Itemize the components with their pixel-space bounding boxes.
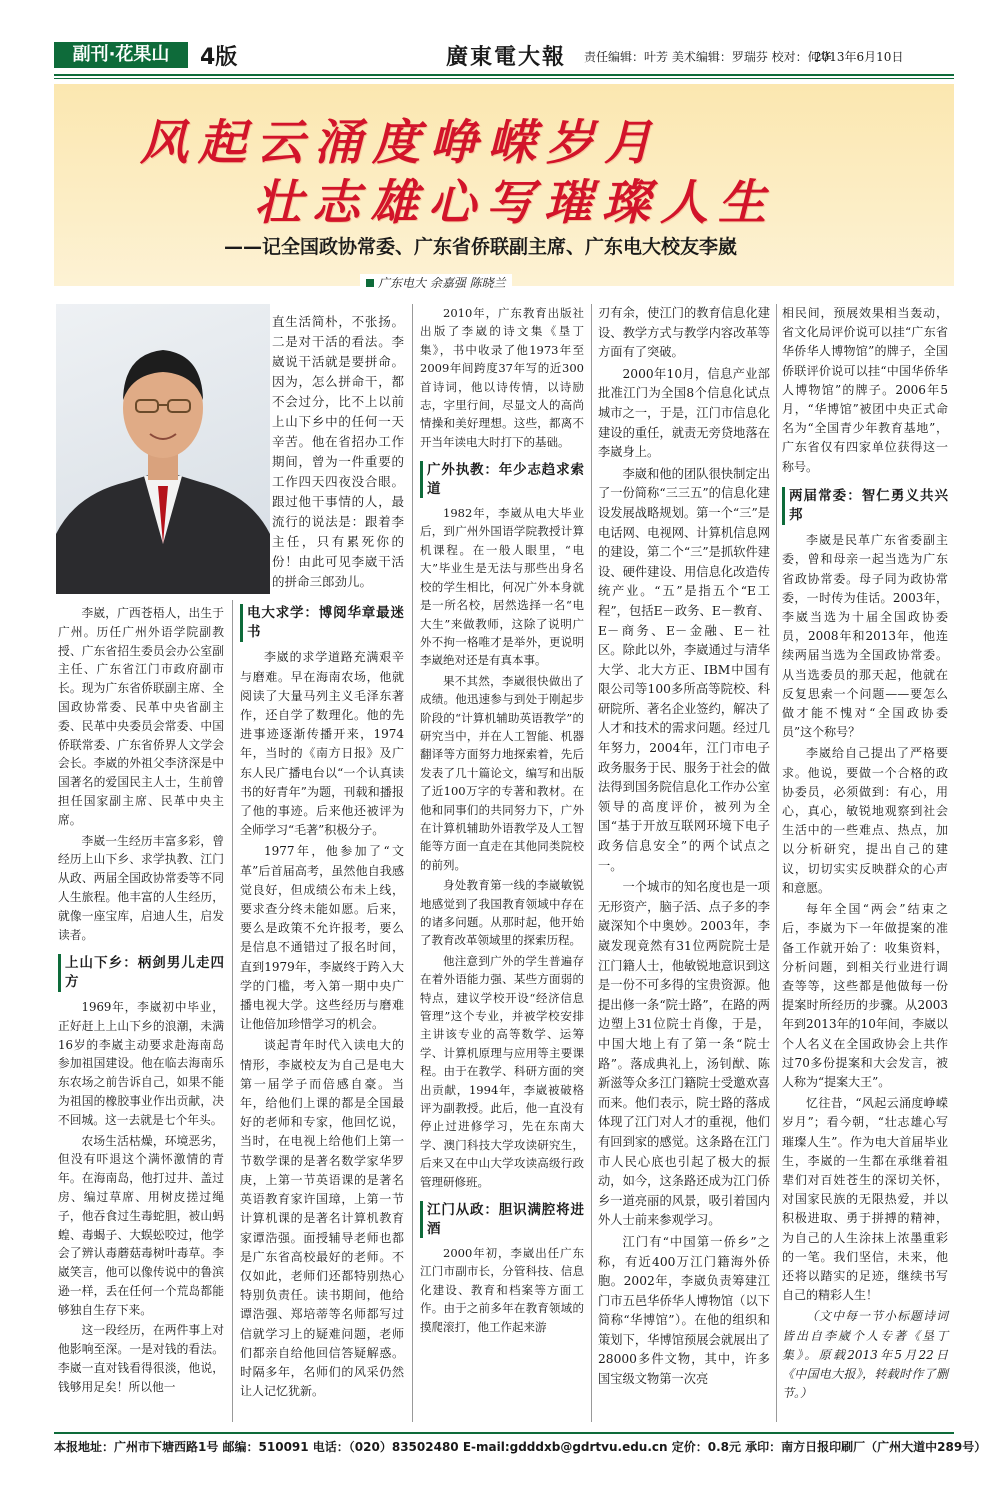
paragraph: 相民间，预展效果相当轰动，省文化局评价说可以挂“广东省华侨华人博物馆”的牌子，全国侨联评价说可以挂“中国华侨华人博物馆”的牌子。2006年5月，“华博馆”被团中央正式命名为“全国青少年教育基地”，广东省仅有四家单位获得这一称号。 (782, 306, 948, 474)
paragraph: 身处教育第一线的李崴敏锐地感觉到了我国教育领域中存在的诸多问题。从那时起，他开始了教育改革领域里的探索历程。 (420, 878, 584, 948)
issue-date: 2013年6月10日 (814, 50, 904, 64)
section-name: 副刊·花果山 (54, 42, 188, 68)
byline (360, 274, 512, 291)
paragraph: 江门有“中国第一侨乡”之称，有近400万江门籍海外侨胞。2002年，李崴负责筹建江门市五邑华侨华人博物馆（以下简称“华博馆”）。在他的组织和策划下，华博馆预展会就展出了28000多件文物，其中，许多国宝级文物第一次亮 (598, 1234, 770, 1387)
column-divider (591, 304, 592, 1422)
column-divider (232, 600, 233, 1422)
newspaper-name: 廣東電大報 (446, 44, 567, 70)
section-heading: 两届常委：智仁勇义共兴邦 (782, 487, 948, 525)
page-number: 4版 (200, 45, 238, 70)
paragraph: 1969年，李崴初中毕业，正好赶上上山下乡的浪潮，未满16岁的李崴主动要求赴海南岛参加祖国建设。他在临去海南乐东农场之前告诉自己，如果不能为祖国的橡胶事业作出贡献，决不回城。这一去就是七个年头。 (58, 999, 224, 1127)
article-column-1 (58, 604, 224, 1399)
section-heading: 电大求学：博阅华章最迷书 (240, 604, 404, 642)
paragraph: 李崴，广西苍梧人，出生于广州。历任广州外语学院副教授、广东省招生委员会办公室副主任、广东省江门市政府副市长。现为广东省侨联副主席、全国政协常委、民革中央省副主委、民革中央委员会常委、中国侨联常委、广东省侨界人文学会会长。李崴的外祖父李济深是中国著名的爱国民主人士，生前曾担任国家副主席、民革中央主席。 (58, 606, 224, 827)
header-divider (54, 74, 954, 76)
section-heading: 江门从政：胆识满腔将进酒 (420, 1201, 584, 1238)
portrait-photo (56, 304, 270, 594)
article-column-1-top (272, 312, 404, 594)
article-column-5 (782, 304, 948, 1405)
paragraph: 刃有余，使江门的教育信息化建设、教学方式与教学内容改革等方面有了突破。 (598, 306, 770, 360)
masthead (54, 40, 954, 74)
paragraph: 李崴的求学道路充满艰辛与磨难。早在海南农场，他就阅读了大量马列主义毛泽东著作，还自学了数理化。他的先进事迹逐渐传播开来，1974年，当时的《南方日报》及广东人民广播电台以“一个认真读书的好青年”为题，刊载和播报了他的事迹。后来他还被评为全师学习“毛著”积极分子。 (240, 650, 404, 838)
article-column-4 (598, 304, 770, 1392)
article-column-2 (240, 604, 404, 1403)
subheadline: ——记全国政协常委、广东省侨联副主席、广东电大校友李崴 (224, 236, 738, 258)
publisher-footer: 本报地址：广州市下塘西路1号 邮编：510091 电话：（020）83502480 E-mail:gdddxb@gdrtvu.edu.cn 定价：0.8元 承印：南方日报印刷厂（广州大道中289号） (54, 1440, 987, 1454)
portrait-icon (56, 304, 270, 594)
paragraph: 李崴给自己提出了严格要求。他说，要做一个合格的政协委员，必须做到：有心，用心，真心，敏锐地观察到社会生活中的一些难点、热点，加以分析研究，提出自己的建议，切切实实反映群众的心声和意愿。 (782, 746, 948, 895)
paragraph: 一个城市的知名度也是一项无形资产，脑子活、点子多的李崴深知个中奥妙。2003年，李崴发现竟然有31位两院院士是江门籍人士，他敏锐地意识到这是一份不可多得的宝贵资源。他提出修一条“院士路”，在路的两边塑上31位院士肖像，于是，中国大地上有了第一条“院士路”。落成典礼上，汤钊猷、陈新滋等众多江门籍院士受邀欢喜而来。他们表示，院士路的落成体现了江门对人才的重视，他们有回到家的感觉。这条路在江门市人民心底也引起了极大的振动，如今，这条路还成为江门侨乡一道亮丽的风景，吸引着国内外人士前来参观学习。 (598, 880, 770, 1228)
square-bullet-icon (366, 279, 374, 287)
paragraph: 谈起青年时代入读电大的情形，李崴校友为自己是电大第一届学子而倍感自豪。当年，给他们上课的都是全国最好的老师和专家，他回忆说，当时，在电视上给他们上第一节数学课的是著名数学家华罗庚，上第一节英语课的是著名英语教育家许国璋，上第一节计算机课的是著名计算机教育家谭浩强。面授辅导老师也都是广东省高校最好的老师。不仅如此，老师们还都特别热心特别负责任。读书期间，他给谭浩强、郑培蒂等名师都写过信就学习上的疑难问题，老师们都亲自给他回信答疑解惑。时隔多年，名师们的风采仍然让人记忆犹新。 (240, 1038, 404, 1399)
paragraph: 2010年，广东教育出版社出版了李崴的诗文集《垦丁集》，书中收录了他1973年至2009年间跨度37年写的近300首诗词，他以诗传情，以诗励志，字里行间，尽显文人的高尚情操和美好理想。这些，都离不开当年读电大时打下的基础。 (420, 306, 584, 449)
column-divider (776, 304, 777, 1422)
paragraph: 他注意到广外的学生普遍存在着外语能力强、某些方面弱的特点，建议学校开设“经济信息管理”这个专业，并被学校安排主讲该专业的高等数学、运筹学、计算机原理与应用等主要课程。由于在教学、科研方面的突出贡献，1994年，李崴被破格评为副教授。此后，他一直没有停止过进修学习，先在东南大学、澳门科技大学攻读研究生，后来又在中山大学攻读高级行政管理研修班。 (420, 953, 584, 1189)
paragraph: 1977年，他参加了“文革”后首届高考，虽然他自我感觉良好，但成绩公布未上线，要求查分终未能如愿。后来，要么是政策不允许报考，要么是信息不通错过了报名时间，直到1979年，李崴终于跨入大学的门槛，考入第一期中央广播电视大学。这些经历与磨难让他倍加珍惜学习的机会。 (240, 844, 404, 1032)
byline-authors: 广东电大 余嘉强 陈晓兰 (378, 276, 506, 290)
paragraph: 李崴一生经历丰富多彩，曾经历上山下乡、求学执教、江门从政、两届全国政协常委等不同人生旅程。他丰富的人生经历，就像一座宝库，启迪人生，启发读者。 (58, 833, 224, 942)
paragraph: 李崴是民革广东省委副主委，曾和母亲一起当选为广东省政协常委。母子同为政协常委，一时传为佳话。2003年，李崴当选为十届全国政协委员，2008年和2013年，他连续两届当选为全国政协常委。从当选委员的那天起，他就在反复思索一个问题——要怎么做才能不愧对“全国政协委员”这个称号？ (782, 533, 948, 740)
headline-banner (54, 84, 954, 286)
paragraph: 农场生活枯燥，环境恶劣，但没有吓退这个满怀激情的青年。在海南岛，他打过井、盖过房、编过草席、用树皮搓过绳子，他吞食过生毒蛇胆，被山蚂蝗、毒蝎子、大蜈蚣咬过，他学会了辨认毒蘑菇毒树叶毒草。李崴笑言，他可以像传说中的鲁滨逊一样，丢在任何一个荒岛都能够独自生存下来。 (58, 1133, 224, 1317)
paragraph: 2000年10月，信息产业部批准江门为全国8个信息化试点城市之一，于是，江门市信息化建设的重任，就责无旁贷地落在李崴身上。 (598, 366, 770, 460)
headline-line-2: 壮志雄心写璀璨人生 (254, 175, 777, 231)
paragraph: 每年全国“两会”结束之后，李崴为下一年做提案的准备工作就开始了：收集资料，分析问题，到相关行业进行调查等等，这些都是他做每一份提案时所经历的步骤。从2003年到2013年的10年间，李崴以个人名义在全国政协会上共作过70多份提案和大会发言，被人称为“提案大王”。 (782, 902, 948, 1089)
editor-note: （文中每一节小标题诗词皆出自李崴个人专著《垦丁集》。原载2013年5月22日《中国电大报》，转载时作了删节。） (782, 1309, 948, 1401)
paragraph: 2000年初，李崴出任广东江门市副市长，分管科技、信息化建设、教育和档案等方面工作。由于之前多年在教育领域的摸爬滚打，他工作起来游 (420, 1245, 584, 1334)
paragraph: 直生活简朴，不张扬。二是对干活的看法。李崴说干活就是要拼命。因为，怎么拼命干，都不会过分，比不上以前上山下乡中的任何一天辛苦。他在省招办工作期间，曾为一件重要的工作四天四夜没合眼。跟过他干事情的人，最流行的说法是：跟着李主任，只有累死你的份！由此可见李崴干活的拼命三郎劲儿。 (272, 314, 404, 589)
paragraph: 果不其然，李崴很快做出了成绩。他迅速参与到处于刚起步阶段的“计算机辅助英语教学”的研究当中，并在人工智能、机器翻译等方面努力地探索着，先后发表了几十篇论文，编写和出版了近100万字的专著和教材。在他和同事们的共同努力下，广外在计算机辅助外语教学及人工智能等方面一直走在其他同类院校的前列。 (420, 673, 584, 872)
article-column-3 (420, 304, 584, 1338)
paragraph: 这一段经历，在两件事上对他影响至深。一是对钱的看法。李崴一直对钱看得很淡，他说，钱够用足矣！所以他一 (58, 1323, 224, 1394)
header-divider-thin (54, 78, 954, 79)
headline-line-1: 风起云涌度峥嵘岁月 (140, 115, 663, 171)
paragraph: 李崴和他的团队很快制定出了一份简称“三三五”的信息化建设发展战略规划。第一个“三”是电话网、电视网、计算机信息网的建设，第二个“三”是抓软件建设、硬件建设、用信息化改造传统产业。“五”是指五个“E工程”，包括E－政务、E－教育、E－商务、E－金融、E－社区。除此以外，李崴通过与清华大学、北大方正、IBM中国有限公司等100多所高等院校、科研院所、著名企业签约，解决了人才和技术的需求问题。经过几年努力，2004年，江门市电子政务服务于民、服务于社会的做法得到国务院信息化工作办公室领导的高度评价，被列为全国“基于开放互联网环境下电子政务信息安全”的两个试点之一。 (598, 466, 770, 873)
section-heading: 上山下乡：柄剑男儿走四方 (58, 954, 224, 992)
footer-divider (54, 1432, 954, 1434)
paragraph: 1982年，李崴从电大毕业后，到广州外国语学院教授计算机课程。在一般人眼里，“电大”毕业生是无法与那些出身名校的学生相比，何况广外本身就是一所名校，居然选择一名“电大生”来做教师，这除了说明广外不拘一格唯才是举外，更说明李崴绝对还是有真本事。 (420, 506, 584, 668)
paragraph: 忆往昔，“风起云涌度峥嵘岁月”；看今朝，“壮志雄心写璀璨人生”。作为电大首届毕业生，李崴的一生都在承继着祖辈们对百姓苍生的深切关怀，对国家民族的无限热爱，并以积极进取、勇于拼搏的精神，为自己的人生涂抹上浓墨重彩的一笔。我们坚信，未来，他还将以踏实的足迹，继续书写自己的精彩人生！ (782, 1096, 948, 1303)
section-heading: 广外执教：年少志趋求索道 (420, 461, 584, 498)
column-divider (412, 304, 413, 1422)
editor-credits: 责任编辑：叶芳 美术编辑：罗瑞芬 校对：何华 (584, 50, 832, 64)
